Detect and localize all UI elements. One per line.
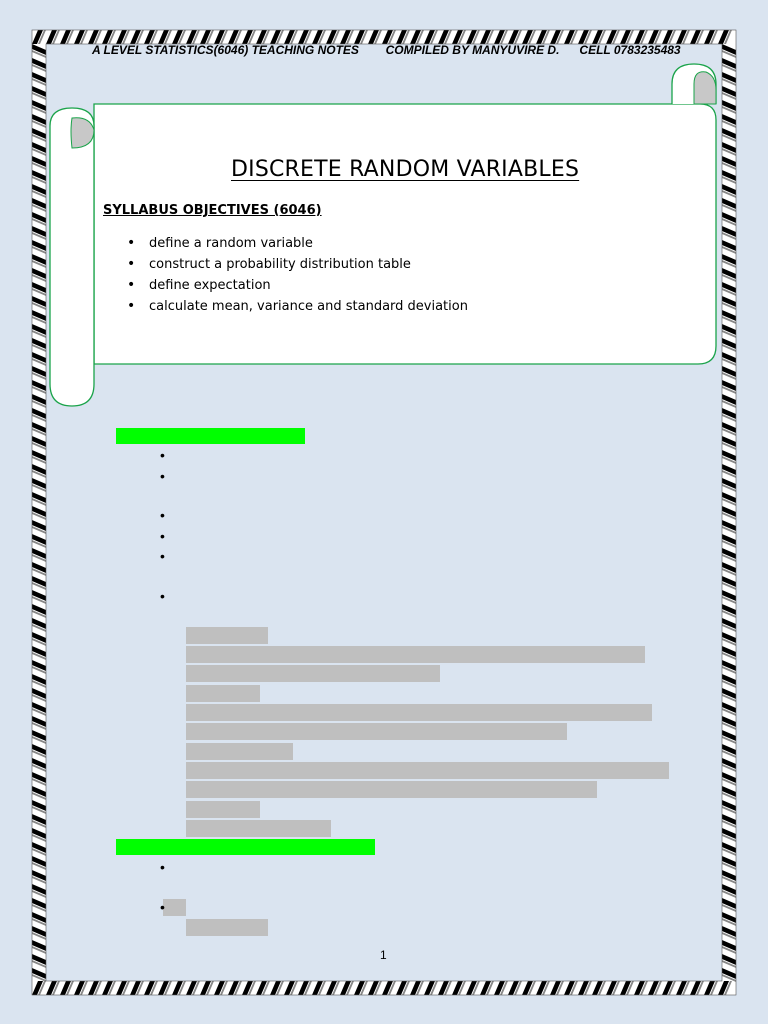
bullet-point: • xyxy=(160,507,165,523)
redacted-line xyxy=(163,899,186,916)
objective-item: • construct a probability distribution table xyxy=(127,255,468,276)
objective-item: • define expectation xyxy=(127,276,468,297)
bullet-point: • xyxy=(160,468,165,484)
redacted-line xyxy=(186,723,567,740)
bullet-point: • xyxy=(160,528,165,544)
redacted-line xyxy=(186,646,645,663)
redacted-line xyxy=(186,801,260,818)
scroll-top-curl xyxy=(694,72,716,104)
objective-item: • define a random variable xyxy=(127,234,468,255)
bullet-point: • xyxy=(160,899,165,915)
redacted-line xyxy=(186,665,440,682)
objectives-list xyxy=(127,234,468,318)
objective-item: • calculate mean, variance and standard deviation xyxy=(127,297,468,318)
page-title: DISCRETE RANDOM VARIABLES xyxy=(231,157,580,182)
highlight-bar xyxy=(116,839,375,855)
redacted-line xyxy=(186,919,268,936)
scroll-left-roll xyxy=(50,108,94,406)
bullet-point: • xyxy=(160,447,165,463)
redacted-line xyxy=(186,685,260,702)
header-title: A LEVEL STATISTICS(6046) TEACHING NOTES xyxy=(92,43,359,57)
redacted-line xyxy=(186,820,331,837)
syllabus-heading: SYLLABUS OBJECTIVES (6046) xyxy=(103,203,322,218)
page-number: 1 xyxy=(380,948,387,962)
redacted-line xyxy=(186,743,293,760)
bullet-point: • xyxy=(160,588,165,604)
bullet-point: • xyxy=(160,548,165,564)
redacted-line xyxy=(186,762,669,779)
redacted-line xyxy=(186,627,268,644)
redacted-line xyxy=(186,781,597,798)
redacted-line xyxy=(186,704,652,721)
highlight-bar xyxy=(116,428,305,444)
header-cell: CELL 0783235483 xyxy=(579,43,681,57)
header-compiler: COMPILED BY MANYUVIRE D. xyxy=(385,43,560,57)
bullet-point: • xyxy=(160,859,165,875)
